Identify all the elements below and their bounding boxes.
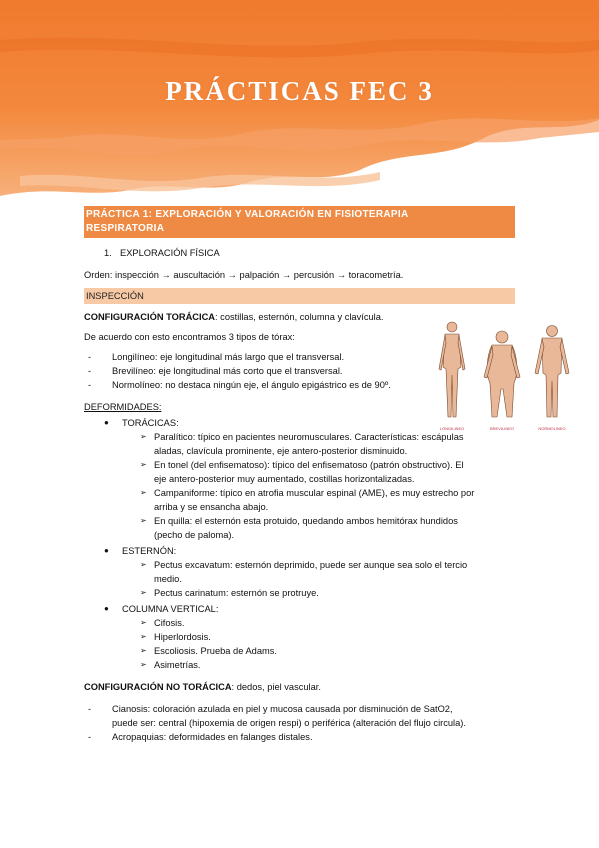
section-header-practica-1	[84, 206, 515, 238]
document-title: PRÁCTICAS FEC 3	[165, 76, 434, 106]
no-toracica-list	[84, 702, 515, 744]
list-item: ➢ Asimetrías.	[140, 660, 201, 670]
toracicas-item-paralitico: Paralítico: típico en pacientes neuromusculares. Características: escápulas aladas, clavícula prominente, eje antero-posterior disminuido.	[154, 432, 464, 456]
document-body	[84, 206, 515, 744]
tipo-longilineo: Longilíneo: eje longitudinal más largo que el transversal.	[112, 352, 345, 362]
bullet-toracicas: ● TORÁCICAS:	[104, 418, 179, 428]
config-toracica-text: : costillas, esternón, columna y clavícula.	[215, 312, 384, 322]
config-no-toracica-paragraph	[84, 680, 515, 694]
esternon-item-excavatum: Pectus excavatum: esternón deprimido, puede ser aunque sea solo el tercio medio.	[154, 560, 468, 584]
bullet-esternon: ● ESTERNÓN:	[104, 546, 177, 556]
columna-item: Escoliosis. Prueba de Adams.	[154, 646, 277, 656]
orden-text: Orden: inspección → auscultación → palpación → percusión → toracometría.	[84, 270, 404, 280]
esternon-item-carinatum: Pectus carinatum: esternón se protruye.	[154, 588, 319, 598]
esternon-label: ESTERNÓN:	[122, 546, 177, 556]
columna-item: Cifosis.	[154, 618, 185, 628]
list-item: ➢ Pectus excavatum: esternón deprimido, puede ser aunque sea solo el tercio medio.	[140, 560, 468, 584]
toracicas-item-tonel: En tonel (del enfisematoso): típico del enfisematoso (patrón obstructivo). El eje antero-posterior muy aumentado, costillas horizontalizadas.	[154, 460, 464, 484]
list-item: ➢ En tonel (del enfisematoso): típico del enfisematoso (patrón obstructivo). El eje antero-posterior muy aumentado, costillas horizontalizadas.	[140, 460, 464, 484]
no-toracica-item-cianosis: Cianosis: coloración azulada en piel y mucosa causada por disminución de SatO2, puede ser: central (hipoxemia de origen respi) o periférica (alteración del flujo circula).	[112, 704, 466, 728]
figure-longilineo	[439, 322, 465, 417]
tipos-intro: De acuerdo con esto encontramos 3 tipos de tórax:	[84, 332, 295, 342]
config-no-toracica-text: : dedos, piel vascular.	[231, 682, 321, 692]
numbered-heading-text: EXPLORACIÓN FÍSICA	[120, 248, 220, 258]
list-item: ➢ Paralítico: típico en pacientes neuromusculares. Características: escápulas aladas, clavícula prominente, eje antero-posterior disminuido.	[140, 432, 464, 456]
figure-label-normolineo: NORMOLINEO	[538, 426, 566, 431]
subsection-inspeccion: INSPECCIÓN	[84, 288, 515, 304]
numbered-heading-number: 1.	[104, 248, 112, 258]
config-no-toracica-label: CONFIGURACIÓN NO TORÁCICA	[84, 682, 232, 692]
numbered-heading	[104, 246, 515, 260]
list-item: ➢ Hiperlordosis.	[140, 632, 211, 642]
toracicas-item-campaniforme: Campaniforme: típico en atrofia muscular espinal (AME), es muy estrecho por arriba y se ensancha abajo.	[154, 488, 475, 512]
watercolor-banner	[0, 0, 599, 200]
toracicas-item-quilla: En quilla: el esternón esta protuido, quedando ambos hemitórax hundidos (pecho de paloma).	[154, 516, 458, 540]
list-item: ➢ En quilla: el esternón esta protuido, quedando ambos hemitórax hundidos (pecho de paloma).	[140, 516, 458, 540]
tipo-brevilineo: Brevilíneo: eje longitudinal más corto que el transversal.	[112, 366, 343, 376]
columna-label: COLUMNA VERTICAL:	[122, 604, 219, 614]
deformidades-heading: DEFORMIDADES:	[84, 402, 162, 412]
toracicas-label: TORÁCICAS:	[122, 418, 179, 428]
list-item: ➢ Escoliosis. Prueba de Adams.	[140, 646, 277, 656]
body-types-figure	[430, 317, 580, 437]
list-item: ➢ Campaniforme: típico en atrofia muscular espinal (AME), es muy estrecho por arriba y se ensancha abajo.	[140, 488, 475, 512]
list-item: - Normolíneo: no destaca ningún eje, el ángulo epigástrico es de 90º.	[88, 380, 391, 390]
figure-normolineo	[535, 326, 569, 418]
list-item: - Longilíneo: eje longitudinal más largo que el transversal.	[88, 352, 345, 362]
columna-item: Asimetrías.	[154, 660, 201, 670]
figure-label-brevilineo: BREVILINEO	[489, 426, 515, 431]
section-header-line-2: RESPIRATORIA	[86, 223, 165, 234]
no-toracica-item-acropaquias: Acropaquias: deformidades en falanges distales.	[112, 732, 313, 742]
figure-brevilineo	[484, 331, 520, 417]
section-header-line-1: PRÁCTICA 1: EXPLORACIÓN Y VALORACIÓN EN FISIOTERAPIA	[86, 209, 409, 220]
columna-item: Hiperlordosis.	[154, 632, 211, 642]
bullet-columna: ● COLUMNA VERTICAL:	[104, 604, 219, 614]
list-item: - Brevilíneo: eje longitudinal más corto que el transversal.	[88, 366, 343, 376]
list-item: ➢ Cifosis.	[140, 618, 185, 628]
tipo-normolineo: Normolíneo: no destaca ningún eje, el ángulo epigástrico es de 90º.	[112, 380, 391, 390]
deformidades-label: DEFORMIDADES	[84, 402, 159, 412]
config-toracica-label: CONFIGURACIÓN TORÁCICA	[84, 312, 216, 322]
list-item: - Cianosis: coloración azulada en piel y mucosa causada por disminución de SatO2, puede ser: central (hipoxemia de origen respi) o periférica (alteración del flujo circula).	[88, 704, 466, 728]
body-types-illustration	[430, 317, 580, 437]
figure-label-longilineo: LONGILINEO	[439, 426, 465, 431]
list-item: ➢ Pectus carinatum: esternón se protruye.	[140, 588, 319, 598]
list-item: - Acropaquias: deformidades en falanges distales.	[88, 732, 313, 742]
